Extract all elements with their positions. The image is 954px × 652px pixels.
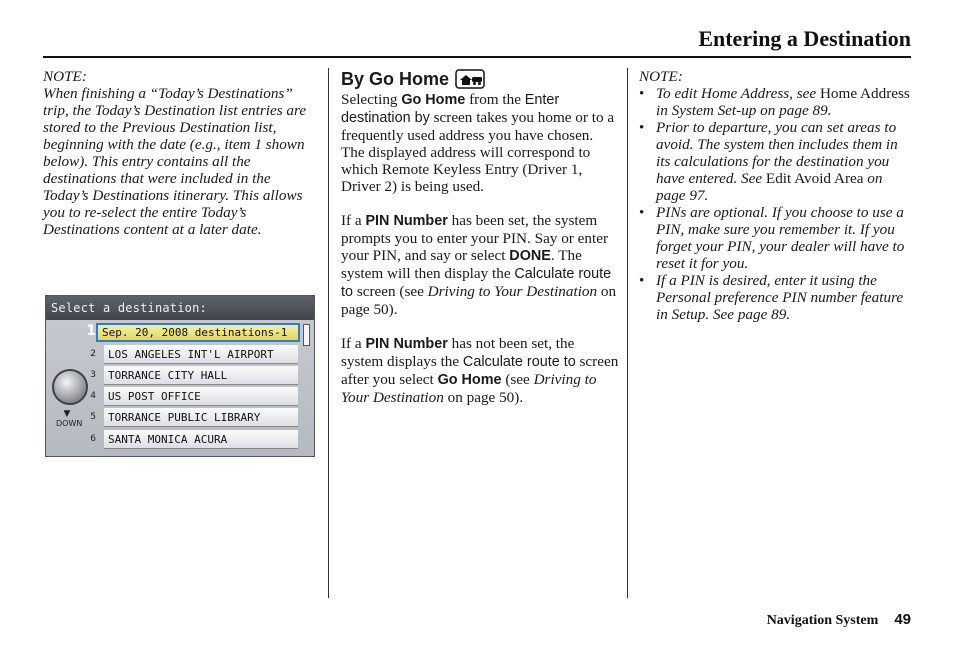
list-item-label: Sep. 20, 2008 destinations-1 [96,323,300,342]
ui-term: PIN Number [365,336,448,352]
text: on page 97. [656,170,883,204]
list-item-number: 5 [90,412,96,422]
text: If a [341,335,366,352]
ui-term: DONE [509,248,551,264]
text: Prior to departure, you can set areas to avoid. The system then includes them in its calculations for the destination you have entered. See [656,119,898,187]
page-number: 49 [894,611,911,628]
nav-screen-header: Select a destination: [46,296,314,320]
list-item [639,85,914,119]
list-item [46,387,314,406]
list-item-label: TORRANCE PUBLIC LIBRARY [104,408,298,427]
down-arrow-icon: ▼ DOWN [56,409,83,428]
text: screen takes you home or to a frequently used address you have chosen. The displayed address will correspond to which Remote Keyless Entry (Driver 1, Driver 2) is being used. [341,109,615,195]
paragraph-intro [341,91,619,195]
text: Selecting [341,91,402,108]
list-item-label: LOS ANGELES INT'L AIRPORT [104,345,298,364]
list-item-label: TORRANCE CITY HALL [104,366,298,385]
cross-reference: Driving to Your Destination [341,371,597,406]
ui-term: Enter destination by [341,92,560,126]
list-item-number: 1 [86,323,96,339]
text: on page 50). [443,389,524,406]
list-item [46,366,314,385]
cross-reference: Driving to Your Destination [427,283,598,300]
note-heading: NOTE: [43,68,87,85]
ui-term: Go Home [437,372,502,388]
title-rule [43,56,911,58]
column-divider-1 [328,68,329,598]
list-item-number: 6 [90,434,96,444]
note-heading: NOTE: [639,68,683,85]
list-item-number: 4 [90,391,96,401]
section-heading [341,68,619,90]
down-label: DOWN [56,419,83,428]
list-item [639,119,914,204]
text: in System Set-up on page 89. [656,102,832,119]
ui-term: Edit Avoid Area [765,170,864,187]
text: has been set, the system prompts you to enter your PIN. Say or enter your PIN, and say or select [341,212,608,264]
middle-column [341,68,619,406]
home-car-icon [455,69,485,89]
list-item-label: US POST OFFICE [104,387,298,406]
list-item [46,323,314,342]
text: has not been set, the system displays the [341,335,575,370]
ui-term: PIN Number [365,213,448,229]
ui-term: Calculate route to [462,354,576,370]
section-heading-text: By Go Home [341,69,450,89]
paragraph-pin-not-set [341,335,619,406]
ui-term: Calculate route to [341,266,612,300]
note-text: When finishing a “Today’s Destinations” trip, the Today’s Destination list entries are stored to the Previous Destination list, beginning with the date (e.g., item 1 shown below). This entry contains all the destinations that were included in the Today’s Destinations itinerary. This allows you to re-select the entire Today’s Destinations content at a later date. [43,85,307,238]
list-item [46,345,314,364]
text: screen (see [353,283,428,300]
ui-term: Home Address [819,85,910,102]
list-item [46,408,314,427]
right-column [639,68,914,323]
list-item [639,272,914,323]
navigation-screen-image [45,295,315,457]
text: To edit Home Address, see [656,85,820,102]
column-divider-2 [627,68,628,598]
text: If a PIN is desired, enter it using the Personal preference PIN number feature in Setup. See page 89. [656,272,904,323]
paragraph-pin-set [341,212,619,318]
page-title: Entering a Destination [698,26,911,51]
list-item [46,430,314,449]
text: from the [465,91,525,108]
footer-label: Navigation System [766,613,879,628]
list-item-number: 3 [90,370,96,380]
list-item [639,204,914,272]
left-column [43,68,318,238]
list-item-number: 2 [90,349,96,359]
list-item-label: SANTA MONICA ACURA [104,430,298,449]
note-list [639,85,914,323]
text: on page 50). [341,283,617,318]
text: PINs are optional. If you choose to use a PIN, make sure you remember it. If you forget your PIN, your dealer will have to reset it for you. [656,204,905,272]
text: . The system will then display the [341,247,582,282]
page-footer [767,611,911,629]
text: screen after you select [341,353,619,388]
text: If a [341,212,366,229]
text: (see [501,371,534,388]
ui-term: Go Home [401,92,466,108]
